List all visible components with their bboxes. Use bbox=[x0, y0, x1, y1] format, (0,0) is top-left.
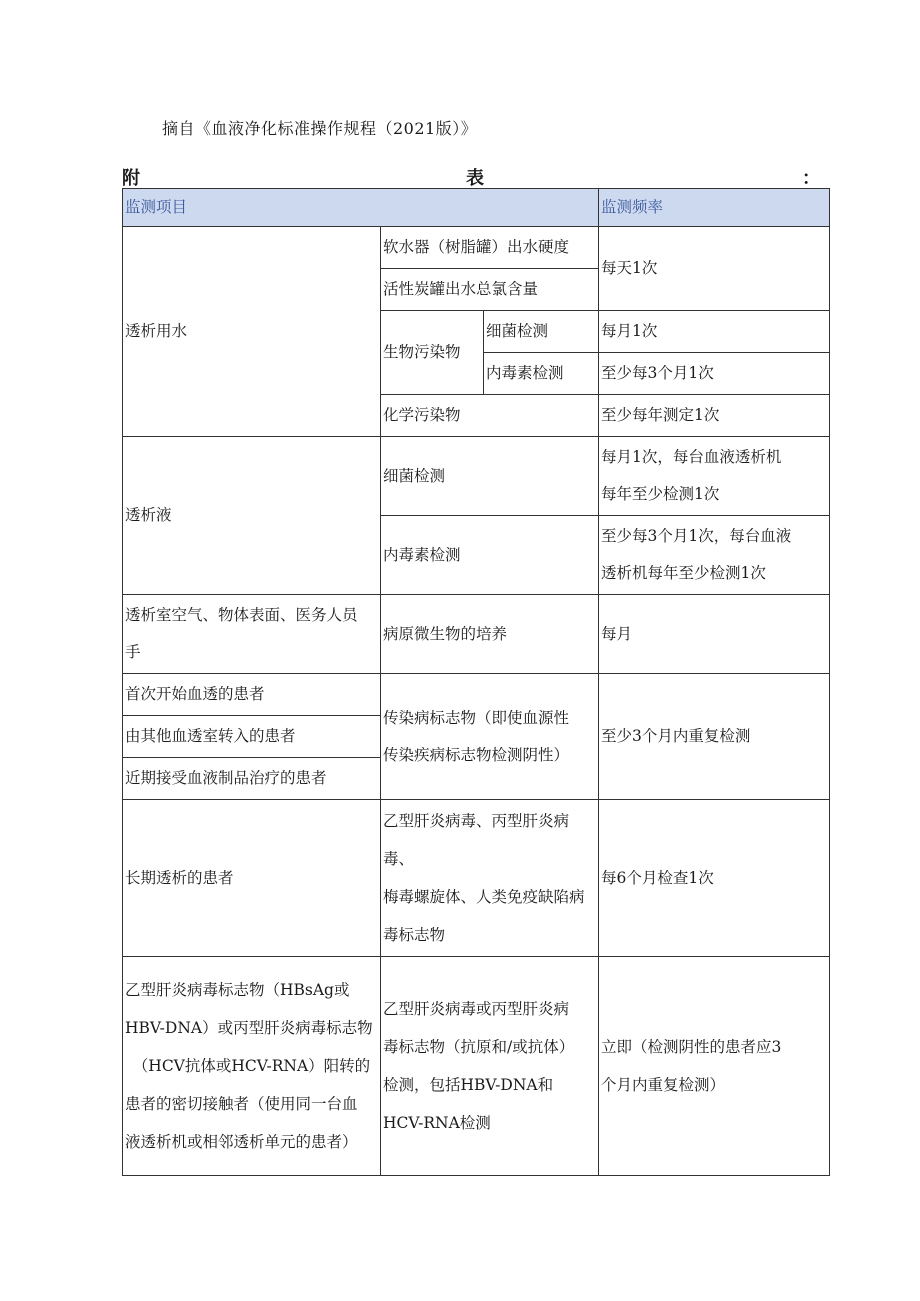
table-row bbox=[123, 957, 830, 1176]
longterm-item-line: 毒标志物 bbox=[383, 926, 446, 944]
dialysate-endotoxin-freq-line: 透析机每年至少检测1次 bbox=[601, 564, 766, 582]
water-softener: 软水器（树脂罐）出水硬度 bbox=[381, 227, 599, 269]
heading-left: 附 bbox=[122, 168, 140, 189]
dialysate-bacteria: 细菌检测 bbox=[381, 437, 599, 516]
water-endotoxin-freq: 至少每3个月1次 bbox=[599, 353, 830, 395]
dialysate-endotoxin-freq-line: 至少每3个月1次，每台血液 bbox=[601, 527, 792, 545]
water-carbon: 活性炭罐出水总氯含量 bbox=[381, 269, 599, 311]
patients-transfer: 由其他血透室转入的患者 bbox=[123, 716, 381, 758]
contacts-item-line: 毒标志物（抗原和/或抗体） bbox=[383, 1038, 575, 1056]
patients-freq: 至少3个月内重复检测 bbox=[599, 674, 830, 800]
table-row bbox=[123, 595, 830, 674]
water-label: 透析用水 bbox=[123, 227, 381, 437]
patients-item bbox=[381, 674, 599, 800]
water-chemical: 化学污染物 bbox=[381, 395, 599, 437]
contacts-item-line: HCV-RNA检测 bbox=[383, 1114, 491, 1132]
longterm-item-line: 梅毒螺旋体、人类免疫缺陷病 bbox=[383, 888, 585, 906]
water-freq-daily: 每天1次 bbox=[599, 227, 830, 311]
table-header-row bbox=[123, 189, 830, 227]
dialysate-endotoxin-freq bbox=[599, 516, 830, 595]
water-bacteria: 细菌检测 bbox=[484, 311, 599, 353]
table-row bbox=[123, 437, 830, 516]
water-bio: 生物污染物 bbox=[381, 311, 484, 395]
heading-mid: 表 bbox=[466, 168, 484, 189]
patients-blood: 近期接受血液制品治疗的患者 bbox=[123, 758, 381, 800]
dialysate-bacteria-freq bbox=[599, 437, 830, 516]
contacts-label-line: 患者的密切接触者（使用同一台血 bbox=[125, 1095, 358, 1113]
dialysate-endotoxin: 内毒素检测 bbox=[381, 516, 599, 595]
header-frequency: 监测频率 bbox=[599, 189, 830, 227]
contacts-label-line: 乙型肝炎病毒标志物（HBsAg或 bbox=[125, 981, 350, 999]
table-heading bbox=[122, 162, 828, 188]
dialysate-bacteria-freq-line: 每月1次，每台血液透析机 bbox=[601, 448, 782, 466]
contacts-item bbox=[381, 957, 599, 1176]
contacts-label bbox=[123, 957, 381, 1176]
patients-item-line: 传染疾病标志物检测阴性） bbox=[383, 745, 570, 764]
contacts-label-line: 液透析机或相邻透析单元的患者） bbox=[125, 1133, 358, 1151]
dialysate-label: 透析液 bbox=[123, 437, 381, 595]
header-item: 监测项目 bbox=[123, 189, 599, 227]
patients-item-line: 传染病标志物（即使血源性 bbox=[383, 708, 570, 727]
room-label bbox=[123, 595, 381, 674]
contacts-label-line: HBV-DNA）或丙型肝炎病毒标志物 bbox=[125, 1019, 373, 1037]
room-freq: 每月 bbox=[599, 595, 830, 674]
longterm-freq: 每6个月检查1次 bbox=[599, 800, 830, 957]
table-row bbox=[123, 800, 830, 957]
room-label-line: 手 bbox=[125, 643, 141, 661]
monitoring-table bbox=[122, 188, 830, 1176]
contacts-freq-line: 立即（检测阴性的患者应3 bbox=[601, 1038, 782, 1056]
contacts-freq-line: 个月内重复检测） bbox=[601, 1076, 726, 1094]
contacts-freq bbox=[599, 957, 830, 1176]
longterm-item-line: 乙型肝炎病毒、丙型肝炎病毒、 bbox=[383, 812, 570, 868]
room-item: 病原微生物的培养 bbox=[381, 595, 599, 674]
heading-right: ： bbox=[802, 168, 820, 189]
water-chemical-freq: 至少每年测定1次 bbox=[599, 395, 830, 437]
contacts-label-line: （HCV抗体或HCV-RNA）阳转的 bbox=[132, 1057, 371, 1075]
source-note: 摘自《血液净化标准操作规程（2021版）》 bbox=[162, 119, 478, 138]
contacts-item-line: 乙型肝炎病毒或丙型肝炎病 bbox=[383, 1000, 570, 1018]
longterm-label: 长期透析的患者 bbox=[123, 800, 381, 957]
longterm-item bbox=[381, 800, 599, 957]
table-row bbox=[123, 227, 830, 269]
room-label-line: 透析室空气、物体表面、医务人员 bbox=[125, 606, 358, 624]
table-row bbox=[123, 674, 830, 716]
contacts-item-line: 检测，包括HBV-DNA和 bbox=[383, 1076, 554, 1094]
water-bacteria-freq: 每月1次 bbox=[599, 311, 830, 353]
dialysate-bacteria-freq-line: 每年至少检测1次 bbox=[601, 485, 720, 503]
water-endotoxin: 内毒素检测 bbox=[484, 353, 599, 395]
patients-first: 首次开始血透的患者 bbox=[123, 674, 381, 716]
